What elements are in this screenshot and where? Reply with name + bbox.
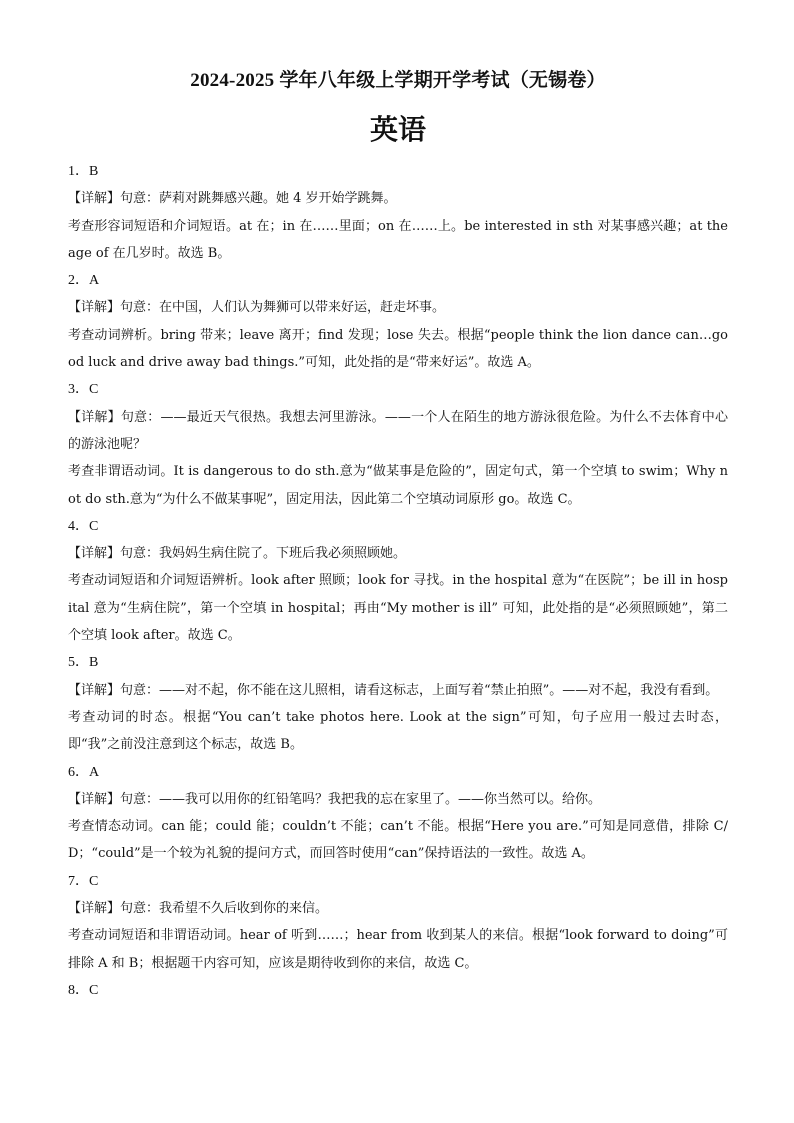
answer-number: 3．C [68,382,99,398]
answer-analysis: 考查非谓语动词。It is dangerous to do sth.意为“做某事是危险的”，固定句式，第一个空填 to swim；Why not do sth.意为“为什么不做某事呢”，固定用法，因此第二个空填动词原形 go。故选 C。 [68,464,728,507]
answer-item [68,868,728,977]
answer-detail: 【详解】句意：——我可以用你的红铅笔吗？我把我的忘在家里了。——你当然可以。给你。 [68,791,602,807]
answer-list [68,158,728,1004]
answer-number: 1．B [68,164,99,179]
answer-number: 8．C [68,982,99,998]
answer-number: 5．B [68,655,99,671]
answer-detail: 【详解】句意：——对不起，你不能在这儿照相，请看这标志，上面写着“禁止拍照”。——对不起，我没有看到。 [68,682,719,698]
answer-detail: 【详解】句意：我妈妈生病住院了。下班后我必须照顾她。 [68,546,407,562]
answer-number: 2．A [68,273,100,289]
answer-item [68,759,728,868]
answer-analysis: 考查动词短语和非谓语动词。hear of 听到……；hear from 收到某人的来信。根据“look forward to doing”可排除 A 和 B；根据题干内容可知，应该是期待收到你的来信，故选 C。 [68,928,728,971]
answer-analysis: 考查动词的时态。根据“You can’t take photos here. Look at the sign”可知，句子应用一般过去时态，即“我”之前没注意到这个标志，故选 B。 [68,709,728,753]
answer-analysis: 考查情态动词。can 能；could 能；couldn’t 不能；can’t 不能。根据“Here you are.”可知是同意借，排除 C/D；“could”是一个较为礼貌的提问方式，而回答时使用“can”保持语法的一致性。故选 A。 [68,819,728,862]
document-page [68,66,728,1004]
answer-number: 7．C [68,873,99,889]
answer-analysis: 考查形容词短语和介词短语。at 在；in 在……里面；on 在……上。be interested in sth 对某事感兴趣；at the age of 在几岁时。故选 B。 [68,218,728,261]
answer-analysis: 考查动词辨析。bring 带来；leave 离开；find 发现；lose 失去。根据“people think the lion dance can…good luck and drive away bad things.”可知，此处指的是“带来好运”。故选 A。 [68,327,728,371]
answer-item [68,376,728,512]
answer-item [68,267,728,376]
subject-heading: 英语 [369,113,426,146]
answer-item [68,513,728,649]
answer-number: 4．C [68,518,99,534]
answer-item [68,649,728,758]
answer-detail: 【详解】句意：——最近天气很热。我想去河里游泳。——一个人在陌生的地方游泳很危险。为什么不去体育中心的游泳池呢？ [68,409,728,452]
answer-number: 6．A [68,764,100,780]
answer-detail: 【详解】句意：我希望不久后收到你的来信。 [68,901,329,917]
answer-detail: 【详解】句意：萨莉对跳舞感兴趣。她 4 岁开始学跳舞。 [68,191,397,207]
answer-item [68,158,728,267]
answer-analysis: 考查动词短语和介词短语辨析。look after 照顾；look for 寻找。in the hospital 意为“在医院”；be ill in hospital 意为“生病住院”，第一个空填 in hospital；再由“My mother is ill” 可知，此处指的是“必须照顾她”，第二个空填 look after。故选 C。 [68,573,728,644]
exam-title: 2024-2025 学年八年级上学期开学考试（无锡卷） [190,70,606,91]
answer-item [68,977,728,1004]
answer-detail: 【详解】句意：在中国，人们认为舞狮可以带来好运，赶走坏事。 [68,300,446,316]
